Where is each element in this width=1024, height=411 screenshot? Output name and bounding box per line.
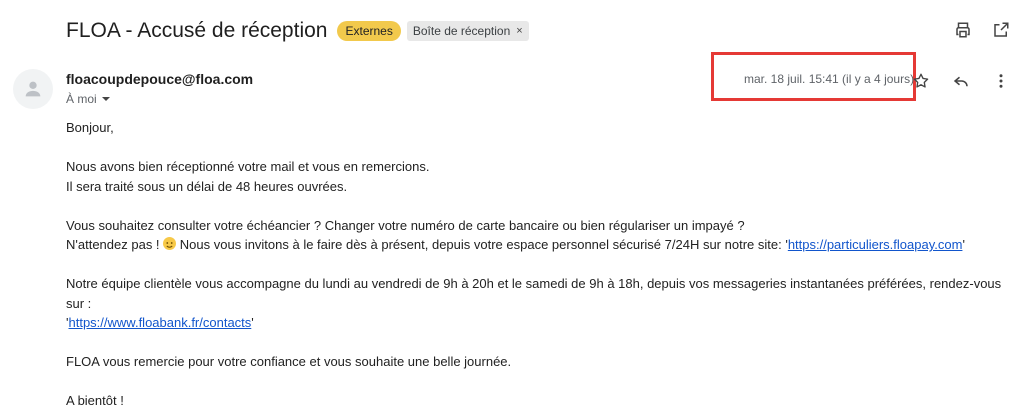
greeting: Bonjour, [66,120,114,135]
paragraph-2-line-1: Vous souhaitez consulter votre échéancier ? Changer votre numéro de carte bancaire ou bien régulariser un impayé ? [66,217,745,233]
sender-address[interactable]: floacoupdepouce@floa.com [66,71,254,87]
p2-text-before: N'attendez pas ! [66,237,164,252]
recipient-label: À moi [66,92,97,106]
paragraph-3-line-1: Notre équipe clientèle vous accompagne du lundi au vendredi de 9h à 20h et le samedi de 9h à 18h, depuis vos messageries instantanées préférées, rendez-vous sur : [66,276,1002,311]
recipient-dropdown[interactable] [66,92,111,106]
reply-icon[interactable] [950,70,972,92]
paragraph-1-line-1: Nous avons bien réceptionné votre mail et vous en remercions. [66,159,430,174]
open-in-new-window-icon[interactable] [990,19,1012,41]
more-options-icon[interactable] [990,70,1012,92]
star-icon[interactable] [910,70,932,92]
paragraph-4: FLOA vous remercie pour votre confiance et vous souhaite une belle journée. [66,354,512,369]
email-body [66,118,1006,411]
p2-quote-end: ' [962,237,965,252]
label-inbox-text: Boîte de réception [412,24,511,38]
smiley-emoji-icon [163,237,176,250]
floapay-link[interactable]: https://particuliers.floapay.com [787,237,963,252]
top-toolbar [952,19,1012,41]
p2-text-after: Nous vous invitons à le faire dès à présent, depuis votre espace personnel sécurisé 7/24H sur notre site: ' [176,237,788,252]
message-actions [910,70,1012,92]
label-externes[interactable]: Externes [337,21,400,41]
person-icon [22,78,44,100]
paragraph-2-line-2 [66,235,1006,255]
paragraph-3-line-2 [66,313,1006,333]
paragraph-1-line-2: Il sera traité sous un délai de 48 heures ouvrées. [66,178,348,194]
email-subject: FLOA - Accusé de réception [66,19,328,42]
subject-row [66,16,529,46]
p3-quote-close: ' [251,315,254,330]
floabank-contacts-link[interactable]: https://www.floabank.fr/contacts [68,315,252,330]
remove-label-button[interactable]: × [516,25,523,37]
closing: A bientôt ! [66,393,124,408]
label-inbox[interactable] [407,21,529,41]
message-date: mar. 18 juil. 15:41 (il y a 4 jours) [744,72,915,86]
print-icon[interactable] [952,19,974,41]
p3-quote-open: ' [66,315,69,330]
chevron-down-icon [101,94,111,104]
sender-avatar[interactable] [13,69,53,109]
